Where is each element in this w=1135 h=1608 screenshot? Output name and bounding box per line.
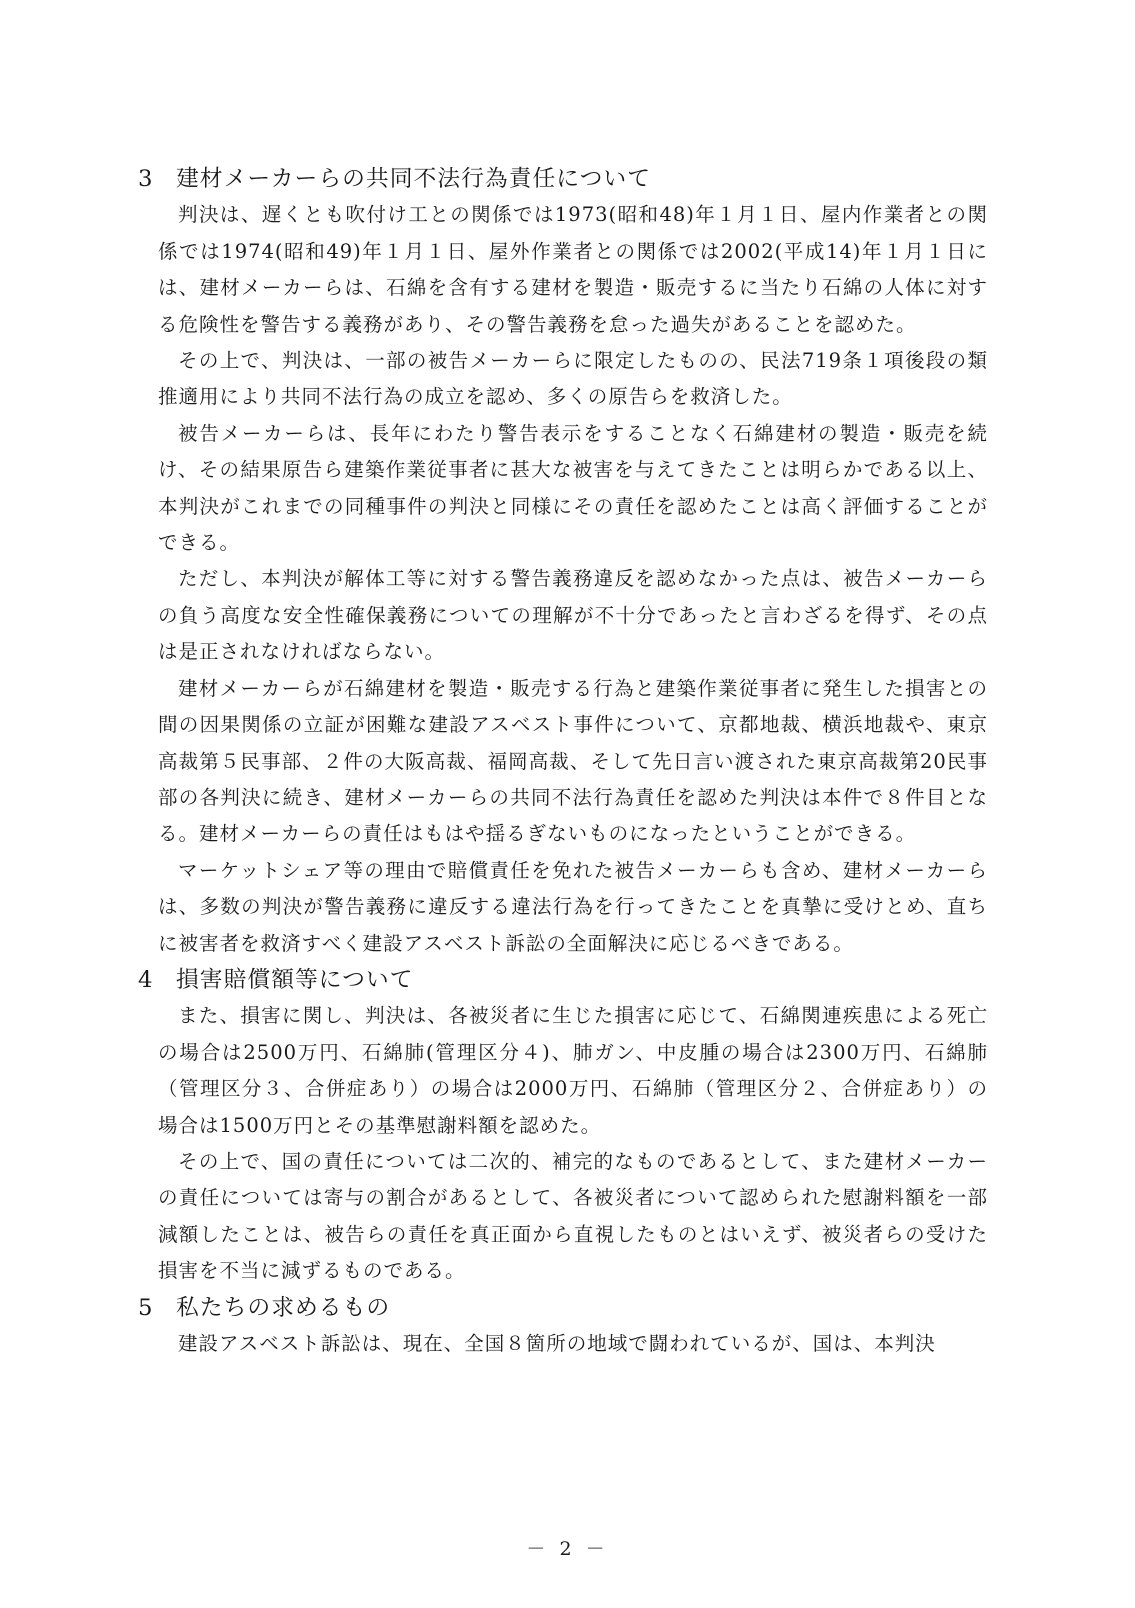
section-number: 5 [138, 1294, 154, 1321]
section-heading [138, 1290, 988, 1326]
section-heading [138, 161, 988, 197]
section-title: 私たちの求めるもの [176, 1294, 391, 1321]
page-number: － 2 － [526, 1538, 609, 1560]
section-number: 4 [138, 966, 154, 993]
paragraph: その上で、国の責任については二次的、補完的なものであるとして、また建材メーカーの責任については寄与の割合があるとして、各被災者について認められた慰謝料額を一部減額したことは、被告らの責任を真正面から直視したものとはいえず、被災者らの受けた損害を不当に減ずるものである。 [158, 1149, 988, 1283]
paragraph: マーケットシェア等の理由で賠償責任を免れた被告メーカーらも含め、建材メーカーらは、多数の判決が警告義務に違反する違法行為を行ってきたことを真摯に受けとめ、直ちに被害者を救済すべく建設アスベスト訴訟の全面解決に応じるべきである。 [158, 858, 988, 955]
paragraph: ただし、本判決が解体工等に対する警告義務違反を認めなかった点は、被告メーカーらの負う高度な安全性確保義務についての理解が不十分であったと言わざるを得ず、その点は是正されなければならない。 [158, 567, 988, 664]
paragraph: また、損害に関し、判決は、各被災者に生じた損害に応じて、石綿関連疾患による死亡の場合は2500万円、石綿肺(管理区分４)、肺ガン、中皮腫の場合は2300万円、石綿肺（管理区分３、合併症あり）の場合は2000万円、石綿肺（管理区分２、合併症あり）の場合は1500万円とその基準慰謝料額を認めた。 [158, 1004, 988, 1137]
paragraph: 判決は、遅くとも吹付け工との関係では1973(昭和48)年１月１日、屋内作業者との関係では1974(昭和49)年１月１日、屋外作業者との関係では2002(平成14)年１月１日には、建材メーカーらは、石綿を含有する建材を製造・販売するに当たり石綿の人体に対する危険性を警告する義務があり、その警告義務を怠った過失があることを認めた。 [158, 203, 988, 336]
paragraph: 建材メーカーらが石綿建材を製造・販売する行為と建築作業従事者に発生した損害との間の因果関係の立証が困難な建設アスベスト事件について、京都地裁、横浜地裁や、東京高裁第５民事部、２件の大阪高裁、福岡高裁、そして先日言い渡された東京高裁第20民事部の各判決に続き、建材メーカーらの共同不法行為責任を認めた判決は本件で８件目となる。建材メーカーらの責任はもはや揺るぎないものになったということができる。 [158, 676, 988, 846]
document-body [138, 161, 988, 1362]
section-number: 3 [138, 166, 154, 192]
section-title: 建材メーカーらの共同不法行為責任について [176, 166, 652, 192]
paragraph: 被告メーカーらは、長年にわたり警告表示をすることなく石綿建材の製造・販売を続け、その結果原告ら建築作業従事者に甚大な被害を与えてきたことは明らかである以上、本判決がこれまでの同種事件の判決と同様にその責任を認めたことは高く評価することができる。 [158, 421, 988, 555]
section-title: 損害賠償額等について [176, 966, 414, 993]
paragraph: 建設アスベスト訴訟は、現在、全国８箇所の地域で闘われているが、国は、本判決 [178, 1332, 936, 1355]
section-heading [138, 962, 988, 998]
paragraph: その上で、判決は、一部の被告メーカーらに限定したものの、民法719条１項後段の類推適用により共同不法行為の成立を認め、多くの原告らを救済した。 [158, 349, 988, 409]
